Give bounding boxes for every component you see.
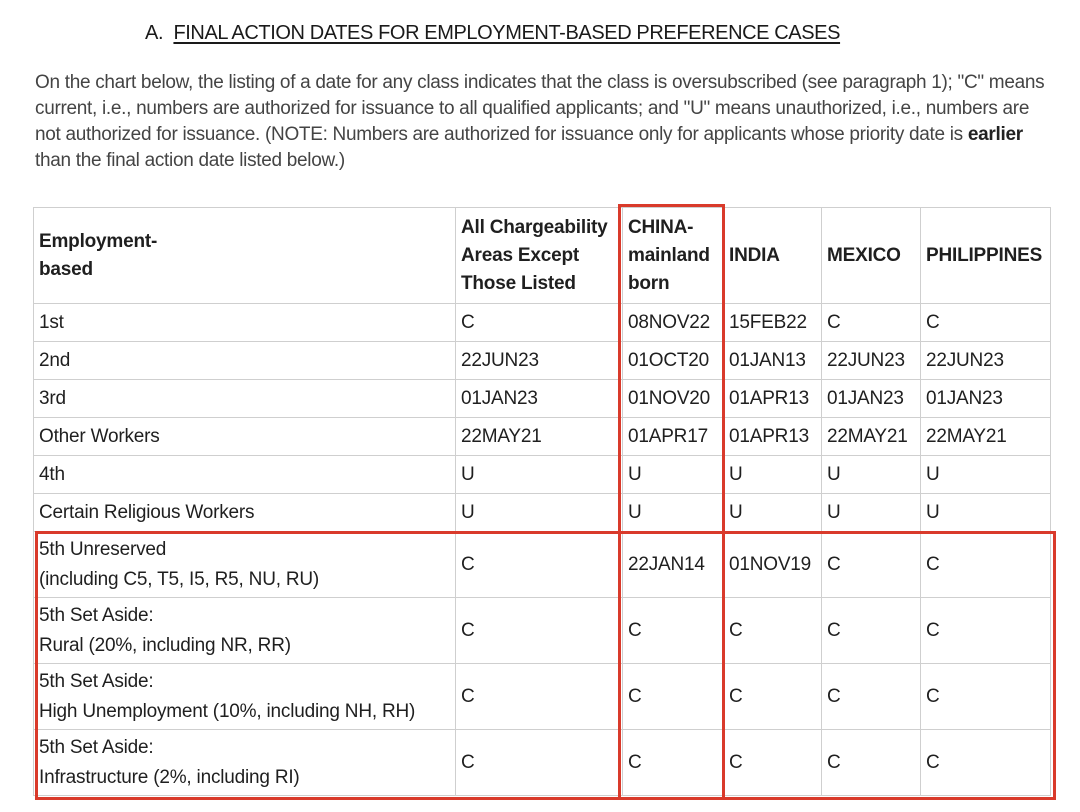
header-india: INDIA [724, 208, 822, 304]
cell-china: C [623, 730, 724, 796]
cell-china: 01NOV20 [623, 380, 724, 418]
row-category: 5th Unreserved (including C5, T5, I5, R5, NU, RU) [34, 532, 456, 598]
table-row [34, 304, 1051, 342]
table-row [34, 664, 1051, 730]
cell-all: C [456, 304, 623, 342]
section-title: FINAL ACTION DATES FOR EMPLOYMENT-BASED PREFERENCE CASES [173, 22, 841, 44]
cell-china: 01APR17 [623, 418, 724, 456]
row-category: 5th Set Aside: Infrastructure (2%, including RI) [34, 730, 456, 796]
header-china: CHINA- mainland born [623, 208, 724, 304]
cell-mexico: C [822, 598, 921, 664]
cell-mexico: C [822, 730, 921, 796]
cell-all: C [456, 532, 623, 598]
cell-all: C [456, 730, 623, 796]
cell-india: C [724, 664, 822, 730]
cell-mexico: U [822, 456, 921, 494]
cell-india: 01APR13 [724, 380, 822, 418]
cell-india: C [724, 598, 822, 664]
table-header-row [34, 208, 1051, 304]
row-category: 3rd [34, 380, 456, 418]
cell-mexico: C [822, 304, 921, 342]
table-row [34, 532, 1051, 598]
header-category: Employment- based [34, 208, 456, 304]
cell-all: 01JAN23 [456, 380, 623, 418]
cell-mexico: 22MAY21 [822, 418, 921, 456]
header-philippines: PHILIPPINES [921, 208, 1051, 304]
cell-india: 01APR13 [724, 418, 822, 456]
cell-all: 22MAY21 [456, 418, 623, 456]
cell-india: C [724, 730, 822, 796]
row-category: Certain Religious Workers [34, 494, 456, 532]
row-category: 5th Set Aside: High Unemployment (10%, including NH, RH) [34, 664, 456, 730]
cell-india: 01JAN13 [724, 342, 822, 380]
cell-india: 01NOV19 [724, 532, 822, 598]
cell-china: 08NOV22 [623, 304, 724, 342]
cell-all: U [456, 456, 623, 494]
header-all-chargeability: All Chargeability Areas Except Those Listed [456, 208, 623, 304]
table-row [34, 456, 1051, 494]
cell-philippines: 01JAN23 [921, 380, 1051, 418]
cell-philippines: C [921, 304, 1051, 342]
intro-text-2: than the final action date listed below.) [35, 150, 345, 171]
row-category: Other Workers [34, 418, 456, 456]
row-category: 5th Set Aside: Rural (20%, including NR, RR) [34, 598, 456, 664]
cell-india: 15FEB22 [724, 304, 822, 342]
cell-philippines: U [921, 494, 1051, 532]
intro-text-1: On the chart below, the listing of a date for any class indicates that the class is oversubscribed (see paragraph 1); "C" means current, i.e., numbers are authorized for issuance to all qualified applicants; and "U" means unauthorized, i.e., numbers are not authorized for issuance. (NOTE: Numbers are authorized for issuance only for applicants whose priority date is [35, 72, 1045, 145]
cell-china: U [623, 494, 724, 532]
cell-china: U [623, 456, 724, 494]
cell-china: C [623, 598, 724, 664]
cell-all: C [456, 664, 623, 730]
cell-mexico: 01JAN23 [822, 380, 921, 418]
cell-mexico: 22JUN23 [822, 342, 921, 380]
cell-philippines: C [921, 532, 1051, 598]
cell-china: 22JAN14 [623, 532, 724, 598]
cell-philippines: C [921, 730, 1051, 796]
row-category: 4th [34, 456, 456, 494]
table-row [34, 730, 1051, 796]
cell-india: U [724, 494, 822, 532]
table-row [34, 494, 1051, 532]
cell-philippines: C [921, 664, 1051, 730]
intro-paragraph [35, 70, 1045, 174]
cell-mexico: C [822, 664, 921, 730]
cell-philippines: U [921, 456, 1051, 494]
cell-india: U [724, 456, 822, 494]
cell-mexico: C [822, 532, 921, 598]
table-row [34, 598, 1051, 664]
cell-philippines: 22JUN23 [921, 342, 1051, 380]
cell-china: 01OCT20 [623, 342, 724, 380]
section-heading [145, 22, 840, 45]
cell-all: C [456, 598, 623, 664]
cell-china: C [623, 664, 724, 730]
final-action-dates-table [33, 207, 1051, 796]
cell-philippines: C [921, 598, 1051, 664]
intro-bold-word: earlier [967, 124, 1023, 145]
section-letter: A. [145, 22, 164, 44]
cell-all: U [456, 494, 623, 532]
row-category: 2nd [34, 342, 456, 380]
table-row [34, 342, 1051, 380]
table-row [34, 380, 1051, 418]
cell-mexico: U [822, 494, 921, 532]
cell-philippines: 22MAY21 [921, 418, 1051, 456]
table-row [34, 418, 1051, 456]
row-category: 1st [34, 304, 456, 342]
header-mexico: MEXICO [822, 208, 921, 304]
cell-all: 22JUN23 [456, 342, 623, 380]
